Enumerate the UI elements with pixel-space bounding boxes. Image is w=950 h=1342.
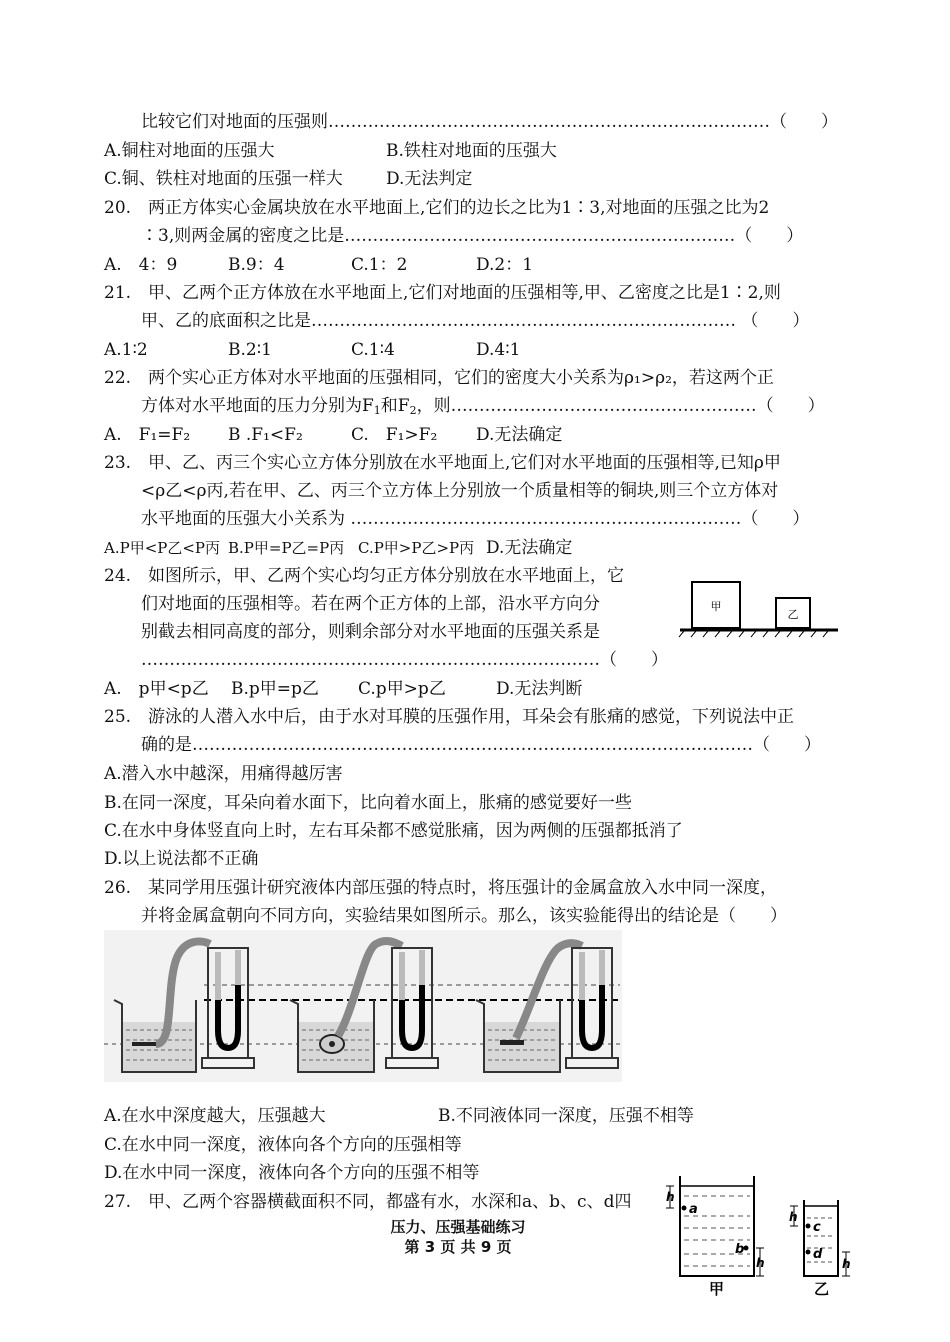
q26-option-a: A.在水中深度越大，压强越大 — [104, 1106, 326, 1126]
q22-option-d: D.无法确定 — [476, 425, 563, 445]
cube-jia-label: 甲 — [710, 600, 722, 613]
point-d-label: d — [813, 1247, 823, 1262]
q21-option-b: B.2∶1 — [228, 340, 272, 360]
q23-option-c: C.P甲>P乙>P丙 — [358, 539, 475, 557]
ground-hatch — [679, 631, 828, 637]
h-label-d: h — [842, 1257, 851, 1271]
point-c — [806, 1224, 811, 1229]
q26-option-d: D.在水中同一深度，液体向各个方向的压强不相等 — [104, 1163, 480, 1183]
q27-containers-figure — [662, 1170, 858, 1330]
q21-option-c: C.1∶4 — [351, 340, 395, 360]
q24-option-d: D.无法判断 — [496, 679, 583, 699]
q20-option-b: B.9：4 — [228, 255, 285, 275]
h-label-b: h — [756, 1256, 765, 1270]
footer-title: 压力、压强基础练习 — [390, 1218, 526, 1236]
probe-box-1 — [132, 1042, 156, 1046]
q25-option-c: C.在水中身体竖直向上时，左右耳朵都不感觉胀痛，因为两侧的压强都抵消了 — [104, 821, 683, 841]
q22-stem-line1: 22. 两个实心正方体对水平地面的压强相同，它们的密度大小关系为ρ₁>ρ₂，若这两个正 — [104, 368, 774, 388]
container-jia-label: 甲 — [709, 1280, 725, 1298]
q22-stem-line2: 方体对水平地面的压力分别为$F_1$和$F_2$，则………………………………………………（ ） — [141, 396, 825, 417]
q19-option-d: D.无法判定 — [386, 169, 473, 189]
container-yi — [789, 1200, 851, 1298]
q27-stem-line1: 27. 甲、乙两个容器横截面积不同，都盛有水，水深和a、b、c、d四 — [104, 1192, 632, 1212]
q23-option-b: B.P甲=P乙=P丙 — [228, 539, 345, 557]
q20-stem-line1: 20. 两正方体实心金属块放在水平地面上,它们的边长之比为1∶3,对地面的压强之比为2 — [104, 198, 770, 218]
q25-stem-line1: 25. 游泳的人潜入水中后，由于水对耳膜的压强作用，耳朵会有胀痛的感觉，下列说法中正 — [104, 707, 795, 727]
q20-option-a: A. 4：9 — [104, 255, 178, 275]
probe-box-3 — [500, 1040, 524, 1045]
point-a — [682, 1206, 687, 1211]
q21-stem-line1: 21. 甲、乙两个正方体放在水平地面上,它们对地面的压强相等,甲、乙密度之比是1∶2,则 — [104, 283, 781, 303]
h-label-c: h — [789, 1210, 798, 1224]
q25-option-a: A.潜入水中越深，用痛得越厉害 — [104, 764, 343, 784]
q21-option-a: A.1∶2 — [104, 340, 148, 360]
cube-yi-label: 乙 — [787, 608, 799, 621]
q24-stem-line3: 别截去相同高度的部分，则剩余部分对水平地面的压强关系是 — [141, 622, 600, 642]
q26-pressure-gauge-figure — [104, 930, 622, 1082]
q23-stem-line1: 23. 甲、乙、丙三个实心立方体分别放在水平地面上,它们对水平地面的压强相等,已知ρ甲 — [104, 453, 781, 473]
footer-page-number: 第 3 页 共 9 页 — [404, 1238, 512, 1256]
q23-option-d: D.无法确定 — [486, 538, 573, 558]
q24-stem-line2: 们对地面的压强相等。若在两个正方体的上部，沿水平方向分 — [141, 594, 600, 614]
q25-stem-line2: 确的是………………………………………………………………………………………（ ） — [141, 735, 821, 755]
q22-option-a: A. F₁=F₂ — [104, 425, 191, 445]
q23-stem-line2: <ρ乙<ρ丙,若在甲、乙、丙三个立方体上分别放一个质量相等的铜块,则三个立方体对 — [141, 481, 779, 501]
q24-option-b: B.p甲=p乙 — [231, 679, 319, 699]
q25-option-b: B.在同一深度，耳朵向着水面下，比向着水面上，胀痛的感觉要好一些 — [104, 793, 632, 813]
q24-stem-line4: ………………………………………………………………………（ ） — [141, 650, 668, 670]
q26-stem-line2: 并将金属盒朝向不同方向，实验结果如图所示。那么，该实验能得出的结论是（ ） — [141, 906, 787, 926]
point-c-label: c — [813, 1220, 821, 1235]
q19-option-c: C.铜、铁柱对地面的压强一样大 — [104, 169, 343, 189]
q24-option-c: C.p甲>p乙 — [358, 679, 446, 699]
point-b-label: b — [735, 1242, 745, 1257]
q24-stem-line1: 24. 如图所示，甲、乙两个实心均匀正方体分别放在水平地面上，它 — [104, 566, 625, 586]
q19-stem: 比较它们对地面的压强则……………………………………………………………………（ ） — [141, 112, 838, 132]
q21-stem-line2: 甲、乙的底面积之比是………………………………………………………………… （ ） — [141, 311, 810, 331]
q22-option-b: B .F₁<F₂ — [228, 425, 303, 445]
q19-option-a: A.铜柱对地面的压强大 — [104, 141, 275, 161]
q20-option-c: C.1：2 — [351, 255, 408, 275]
q22-option-c: C. F₁>F₂ — [351, 425, 438, 445]
q19-option-b: B.铁柱对地面的压强大 — [386, 141, 557, 161]
point-a-label: a — [689, 1202, 698, 1217]
point-d — [806, 1250, 811, 1255]
q20-option-d: D.2：1 — [476, 255, 534, 275]
q23-stem-line3: 水平地面的压强大小关系为 ……………………………………………………………（ ） — [141, 509, 810, 529]
q25-option-d: D.以上说法都不正确 — [104, 849, 259, 869]
container-yi-label: 乙 — [814, 1280, 830, 1298]
q21-option-d: D.4∶1 — [476, 340, 521, 360]
container-jia — [666, 1176, 765, 1298]
h-label-a: h — [666, 1190, 675, 1204]
q24-cubes-figure — [676, 580, 840, 642]
q26-stem-line1: 26. 某同学用压强计研究液体内部压强的特点时，将压强计的金属盒放入水中同一深度， — [104, 878, 778, 898]
q23-option-a: A.P甲<P乙<P丙 — [104, 539, 221, 557]
q26-option-b: B.不同液体同一深度，压强不相等 — [438, 1106, 694, 1126]
q20-stem-line2: ∶3,则两金属的密度之比是……………………………………………………………（ ） — [141, 226, 804, 246]
q26-option-c: C.在水中同一深度，液体向各个方向的压强相等 — [104, 1135, 462, 1155]
q24-option-a: A. p甲<p乙 — [104, 679, 209, 699]
